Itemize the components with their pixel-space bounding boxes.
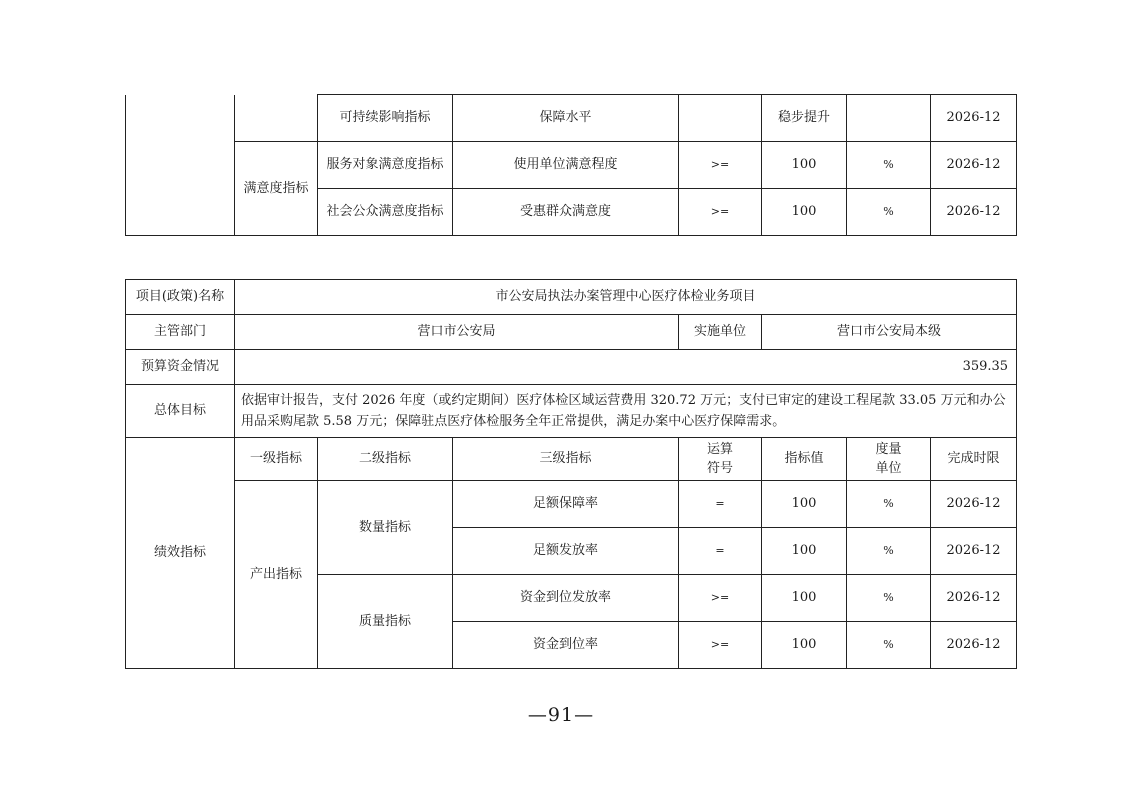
quality-indicator: 质量指标 (318, 575, 453, 669)
operator: >= (679, 622, 762, 669)
deadline: 2026-12 (931, 142, 1017, 189)
deadline: 2026-12 (931, 189, 1017, 236)
indicator-value: 稳步提升 (762, 95, 847, 142)
indicator-value: 100 (762, 189, 847, 236)
page-number: —91— (527, 704, 595, 726)
header-level3: 三级指标 (453, 438, 679, 481)
indicator-name: 足额发放率 (453, 528, 679, 575)
operator: >= (679, 189, 762, 236)
header-operator (679, 438, 762, 481)
operator: = (679, 481, 762, 528)
header-unit (847, 438, 931, 481)
header-unit-text: 度量单位 (875, 442, 902, 476)
project-name: 市公安局执法办案管理中心医疗体检业务项目 (235, 280, 1017, 315)
indicator-value: 100 (762, 575, 847, 622)
unit: % (847, 142, 931, 189)
unit: % (847, 189, 931, 236)
header-value: 指标值 (762, 438, 847, 481)
header-operator-text: 运算符号 (706, 442, 733, 476)
level3-indicator: 社会公众满意度指标 (318, 189, 453, 236)
indicator-name: 资金到位发放率 (453, 575, 679, 622)
indicator-value: 100 (762, 622, 847, 669)
blank-cell (235, 95, 318, 142)
project-performance-table (125, 279, 1017, 669)
level3-indicator: 可持续影响指标 (318, 95, 453, 142)
indicator-value: 100 (762, 481, 847, 528)
deadline: 2026-12 (931, 575, 1017, 622)
operator: >= (679, 575, 762, 622)
quantity-indicator: 数量指标 (318, 481, 453, 575)
project-name-label: 项目(政策)名称 (126, 280, 235, 315)
impl-value: 营口市公安局本级 (762, 315, 1017, 350)
goal-label: 总体目标 (126, 385, 235, 438)
indicator-table-continued (125, 94, 1017, 236)
satisfaction-group: 满意度指标 (235, 142, 318, 236)
deadline: 2026-12 (931, 95, 1017, 142)
indicator-value: 100 (762, 528, 847, 575)
level3-indicator: 服务对象满意度指标 (318, 142, 453, 189)
budget-label: 预算资金情况 (126, 350, 235, 385)
header-level2: 二级指标 (318, 438, 453, 481)
operator: = (679, 528, 762, 575)
dept-value: 营口市公安局 (235, 315, 679, 350)
indicator-name: 使用单位满意程度 (453, 142, 679, 189)
impl-label: 实施单位 (679, 315, 762, 350)
deadline: 2026-12 (931, 622, 1017, 669)
unit: % (847, 622, 931, 669)
indicator-name: 足额保障率 (453, 481, 679, 528)
operator: >= (679, 142, 762, 189)
header-deadline: 完成时限 (931, 438, 1017, 481)
indicator-name: 保障水平 (453, 95, 679, 142)
indicator-name: 资金到位率 (453, 622, 679, 669)
unit: % (847, 528, 931, 575)
indicator-name: 受惠群众满意度 (453, 189, 679, 236)
blank-cell (126, 95, 235, 236)
operator (679, 95, 762, 142)
header-level1: 一级指标 (235, 438, 318, 481)
deadline: 2026-12 (931, 528, 1017, 575)
unit: % (847, 481, 931, 528)
unit: % (847, 575, 931, 622)
goal-text: 依据审计报告，支付 2026 年度（或约定期间）医疗体检区域运营费用 320.72 万元；支付已审定的建设工程尾款 33.05 万元和办公用品采购尾款 5.58 万元；保障驻点医疗体检服务全年正常提供，满足办案中心医疗保障需求。 (235, 385, 1017, 438)
budget-value: 359.35 (235, 350, 1017, 385)
output-indicator: 产出指标 (235, 481, 318, 669)
performance-label: 绩效指标 (126, 438, 235, 669)
dept-label: 主管部门 (126, 315, 235, 350)
indicator-value: 100 (762, 142, 847, 189)
unit (847, 95, 931, 142)
deadline: 2026-12 (931, 481, 1017, 528)
